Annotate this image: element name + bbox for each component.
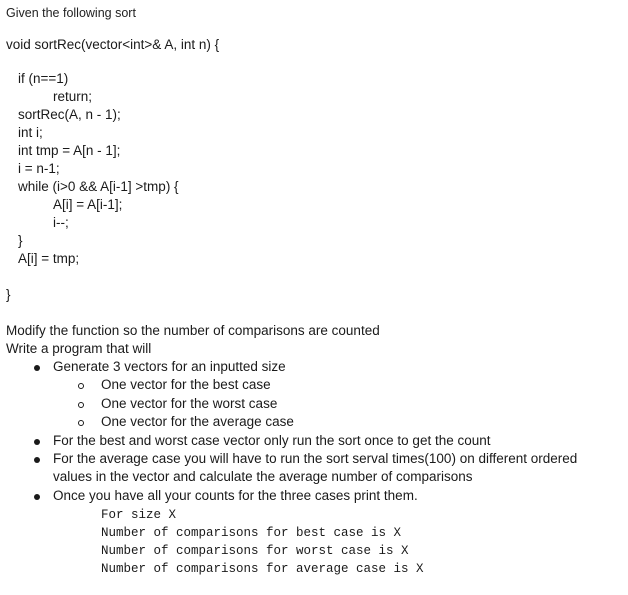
bullet-icon bbox=[34, 457, 40, 463]
list-item: Generate 3 vectors for an inputted size bbox=[53, 359, 286, 374]
sub-bullet-icon bbox=[78, 383, 84, 389]
bullet-icon bbox=[34, 365, 40, 371]
output-sample-line: Number of comparisons for worst case is X bbox=[101, 544, 409, 558]
list-item: For the best and worst case vector only run the sort once to get the count bbox=[53, 433, 491, 448]
instruction-intro: Modify the function so the number of comparisons are counted bbox=[6, 323, 380, 338]
code-line: } bbox=[18, 233, 23, 248]
code-line: A[i] = tmp; bbox=[18, 251, 80, 266]
code-line: int tmp = A[n - 1]; bbox=[18, 143, 121, 158]
code-line: int i; bbox=[18, 125, 43, 140]
output-sample-line: Number of comparisons for best case is X bbox=[101, 526, 402, 540]
page-title: Given the following sort bbox=[6, 6, 136, 20]
code-line: A[i] = A[i-1]; bbox=[53, 197, 123, 212]
code-line: if (n==1) bbox=[18, 71, 69, 86]
code-line: return; bbox=[53, 89, 93, 104]
bullet-icon bbox=[34, 439, 40, 445]
instruction-intro: Write a program that will bbox=[6, 341, 152, 356]
sub-list-item: One vector for the worst case bbox=[101, 396, 278, 411]
code-line: sortRec(A, n - 1); bbox=[18, 107, 121, 122]
sub-list-item: One vector for the best case bbox=[101, 377, 271, 392]
list-item: Once you have all your counts for the three cases print them. bbox=[53, 488, 418, 503]
code-line: i--; bbox=[53, 215, 69, 230]
code-signature: void sortRec(vector<int>& A, int n) { bbox=[6, 37, 220, 52]
list-item-continuation: values in the vector and calculate the average number of comparisons bbox=[53, 469, 473, 484]
code-line: while (i>0 && A[i-1] >tmp) { bbox=[18, 179, 179, 194]
code-closing-brace: } bbox=[6, 287, 11, 302]
output-sample-line: Number of comparisons for average case is X bbox=[101, 562, 424, 576]
sub-bullet-icon bbox=[78, 420, 84, 426]
output-sample-line: For size X bbox=[101, 508, 177, 522]
list-item: For the average case you will have to run the sort serval times(100) on different ordered bbox=[53, 451, 578, 466]
code-line: i = n-1; bbox=[18, 161, 60, 176]
bullet-icon bbox=[34, 494, 40, 500]
sub-list-item: One vector for the average case bbox=[101, 414, 294, 429]
sub-bullet-icon bbox=[78, 402, 84, 408]
